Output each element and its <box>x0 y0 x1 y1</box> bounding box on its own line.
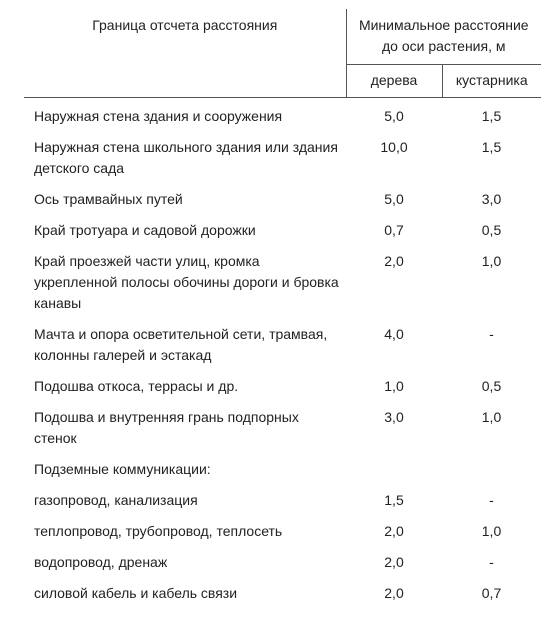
distance-table <box>24 9 541 605</box>
row-trees: 3,0 <box>384 408 404 425</box>
table-row <box>24 367 541 398</box>
table-row <box>24 128 541 180</box>
row-shrubs: 1,0 <box>481 252 502 269</box>
table-row <box>24 242 541 315</box>
table-row <box>24 543 541 574</box>
row-trees <box>346 450 442 481</box>
row-shrubs: 1,5 <box>481 138 502 155</box>
table-header <box>24 9 541 97</box>
row-trees: 2,0 <box>384 553 404 570</box>
row-shrubs <box>442 450 541 481</box>
table-row <box>24 97 541 128</box>
table-row <box>24 315 541 367</box>
row-boundary: Подошва и внутренняя грань подпорных стенок <box>34 408 299 446</box>
table-row <box>24 450 541 481</box>
row-boundary: Край тротуара и садовой дорожки <box>34 221 256 238</box>
row-shrubs: 1,0 <box>481 522 502 539</box>
table-row <box>24 481 541 512</box>
row-boundary: Подземные коммуникации: <box>34 460 211 477</box>
row-boundary: Край проезжей части улиц, кромка укрепленной полосы обочины дороги и бровка канавы <box>34 252 339 311</box>
row-trees: 10,0 <box>380 138 408 155</box>
row-boundary: теплопровод, трубопровод, теплосеть <box>34 522 283 539</box>
table-row <box>24 398 541 450</box>
row-boundary: Наружная стена школьного здания или здания детского сада <box>34 138 338 176</box>
row-shrubs: 3,0 <box>481 190 502 207</box>
row-trees: 2,0 <box>384 522 404 539</box>
row-boundary: Мачта и опора осветительной сети, трамвая, колонны галерей и эстакад <box>34 325 328 363</box>
row-shrubs: 0,5 <box>481 377 502 394</box>
row-shrubs: 0,7 <box>481 584 502 601</box>
row-boundary: водопровод, дренаж <box>34 553 168 570</box>
row-shrubs: - <box>489 553 494 570</box>
row-trees: 5,0 <box>384 190 404 207</box>
row-trees: 1,5 <box>384 491 404 508</box>
header-shrubs: кустарника <box>442 64 541 97</box>
row-boundary: Подошва откоса, террасы и др. <box>34 377 239 394</box>
row-shrubs: - <box>489 491 494 508</box>
row-boundary: газопровод, канализация <box>34 491 198 508</box>
table-row <box>24 180 541 211</box>
table-row <box>24 211 541 242</box>
row-trees: 5,0 <box>384 107 404 124</box>
row-boundary: силовой кабель и кабель связи <box>34 584 238 601</box>
row-shrubs: 1,0 <box>481 408 502 425</box>
row-boundary: Ось трамвайных путей <box>34 190 183 207</box>
table-row <box>24 574 541 605</box>
row-trees: 1,0 <box>384 377 404 394</box>
row-shrubs: 0,5 <box>481 221 502 238</box>
row-trees: 0,7 <box>384 221 404 238</box>
row-boundary: Наружная стена здания и сооружения <box>34 107 283 124</box>
header-distance-group: Минимальное расстояние до оси растения, м <box>346 9 541 64</box>
row-trees: 2,0 <box>384 584 404 601</box>
table-row <box>24 512 541 543</box>
row-trees: 4,0 <box>384 325 404 342</box>
row-trees: 2,0 <box>384 252 404 269</box>
table-body <box>24 97 541 605</box>
row-shrubs: 1,5 <box>481 107 502 124</box>
header-boundary: Граница отсчета расстояния <box>24 9 346 97</box>
header-trees: дерева <box>346 64 442 97</box>
row-shrubs: - <box>489 325 494 342</box>
